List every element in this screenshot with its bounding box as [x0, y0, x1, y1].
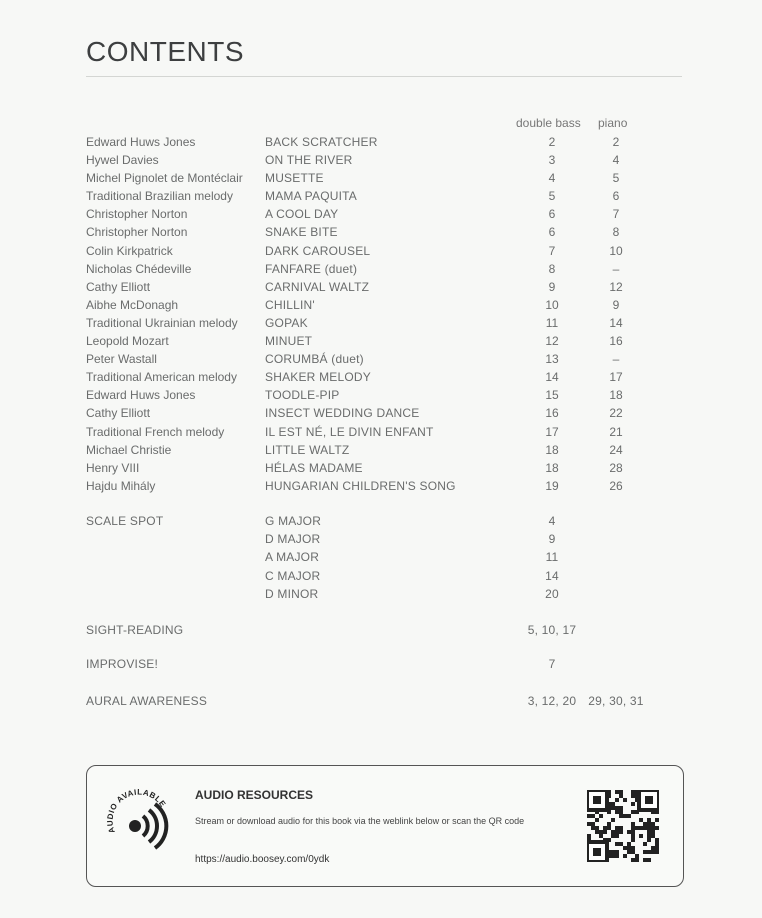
- table-row: [86, 386, 646, 404]
- table-row: [86, 350, 646, 368]
- table-row: [86, 296, 646, 314]
- scale-key: D MAJOR: [265, 532, 321, 547]
- title-cell: DARK CAROUSEL: [265, 243, 371, 258]
- scale-spot-label: SCALE SPOT: [86, 514, 164, 528]
- title-cell: GOPAK: [265, 315, 308, 330]
- scale-key: C MAJOR: [265, 568, 321, 583]
- audio-available-icon: [105, 788, 177, 860]
- piano-page-cell: 16: [609, 334, 623, 349]
- qr-code-icon[interactable]: [587, 790, 659, 862]
- piano-page-cell: 9: [612, 297, 620, 312]
- composer-cell: Michel Pignolet de Montéclair: [86, 171, 243, 186]
- table-row: [86, 332, 646, 350]
- double-bass-page-cell: 18: [545, 442, 559, 457]
- double-bass-page-cell: 15: [545, 388, 559, 403]
- double-bass-page-cell: 13: [545, 352, 559, 367]
- composer-cell: Nicholas Chédeville: [86, 261, 192, 276]
- title-cell: MUSETTE: [265, 171, 324, 186]
- piano-page-cell: 5: [612, 171, 620, 186]
- double-bass-page-cell: 9: [548, 279, 556, 294]
- composer-cell: Peter Wastall: [86, 352, 157, 367]
- double-bass-page-cell: 14: [545, 370, 559, 385]
- title-cell: CARNIVAL WALTZ: [265, 279, 370, 294]
- double-bass-page-cell: 3: [548, 153, 556, 168]
- composer-cell: Cathy Elliott: [86, 279, 151, 294]
- piano-page-cell: 4: [612, 153, 620, 168]
- piano-page-cell: 17: [609, 370, 623, 385]
- title-cell: IL EST NÉ, LE DIVIN ENFANT: [265, 424, 434, 439]
- piano-page-cell: 26: [609, 478, 623, 493]
- aural-awareness-section: [86, 694, 646, 712]
- sight-reading-label: SIGHT-READING: [86, 623, 184, 637]
- title-cell: FANFARE (duet): [265, 261, 358, 276]
- piano-page-cell: 14: [609, 315, 623, 330]
- audio-logo-text: AUDIO AVAILABLE: [105, 788, 168, 835]
- double-bass-page-cell: 7: [548, 243, 556, 258]
- table-row: [86, 169, 646, 187]
- piano-page-cell: 7: [612, 207, 620, 222]
- improvise-label: IMPROVISE!: [86, 657, 159, 671]
- double-bass-page-cell: 6: [548, 225, 556, 240]
- piano-page-cell: 2: [612, 135, 620, 149]
- composer-cell: Traditional Brazilian melody: [86, 189, 233, 204]
- composer-cell: Christopher Norton: [86, 207, 188, 222]
- title-cell: MAMA PAQUITA: [265, 189, 357, 204]
- table-row: [86, 459, 646, 477]
- piano-page-cell: 21: [609, 424, 623, 439]
- composer-cell: Michael Christie: [86, 442, 172, 457]
- composer-cell: Christopher Norton: [86, 225, 188, 240]
- scale-key: A MAJOR: [265, 550, 320, 565]
- table-row: [86, 223, 646, 241]
- piano-page-cell: 22: [609, 406, 623, 421]
- title-cell: HUNGARIAN CHILDREN'S SONG: [265, 478, 456, 493]
- title-cell: INSECT WEDDING DANCE: [265, 406, 420, 421]
- piano-page-cell: 18: [609, 388, 623, 403]
- scale-page: 9: [548, 532, 556, 547]
- double-bass-page-cell: 12: [545, 334, 559, 349]
- table-row: [86, 260, 646, 278]
- scale-key: D MINOR: [265, 586, 319, 601]
- audio-resources-title: AUDIO RESOURCES: [195, 788, 314, 802]
- table-row: [86, 314, 646, 332]
- audio-resources-link[interactable]: https://audio.boosey.com/0ydk: [195, 854, 330, 865]
- piano-page-cell: –: [612, 352, 620, 367]
- double-bass-page-cell: 17: [545, 424, 559, 439]
- aural-awareness-db-pages: 3, 12, 20: [527, 694, 577, 708]
- table-row: [86, 151, 646, 169]
- double-bass-page-cell: 5: [548, 189, 556, 204]
- scale-page: 14: [545, 568, 559, 583]
- scale-spot-section: [86, 514, 646, 606]
- aural-awareness-piano-pages: 29, 30, 31: [588, 694, 644, 708]
- composer-cell: Traditional American melody: [86, 370, 237, 385]
- composer-cell: Leopold Mozart: [86, 334, 169, 349]
- title-cell: CHILLIN': [265, 297, 315, 312]
- piano-page-cell: 28: [609, 460, 623, 475]
- scale-page: 11: [545, 550, 559, 565]
- piano-page-cell: 8: [612, 225, 620, 240]
- table-row: [86, 423, 646, 441]
- composer-cell: Hajdu Mihály: [86, 478, 156, 493]
- composer-cell: Cathy Elliott: [86, 406, 151, 421]
- title-cell: TOODLE-PIP: [265, 388, 340, 403]
- improvise-pages: 7: [548, 657, 556, 671]
- composer-cell: Traditional Ukrainian melody: [86, 315, 238, 330]
- double-bass-page-cell: 4: [548, 171, 556, 186]
- composer-cell: Hywel Davies: [86, 153, 159, 168]
- table-row: [86, 368, 646, 386]
- column-header-double-bass: double bass: [516, 116, 581, 130]
- table-row: [86, 441, 646, 459]
- composer-cell: Edward Huws Jones: [86, 388, 196, 403]
- aural-awareness-label: AURAL AWARENESS: [86, 694, 208, 708]
- piano-page-cell: –: [612, 261, 620, 276]
- title-cell: SNAKE BITE: [265, 225, 338, 240]
- piano-page-cell: 6: [612, 189, 620, 204]
- column-header-piano: piano: [598, 116, 628, 130]
- title-cell: SHAKER MELODY: [265, 370, 371, 385]
- improvise-section: [86, 657, 646, 675]
- composer-cell: Aibhe McDonagh: [86, 297, 179, 312]
- table-row: [86, 404, 646, 422]
- composer-cell: Henry VIII: [86, 460, 140, 475]
- title-cell: A COOL DAY: [265, 207, 339, 222]
- double-bass-page-cell: 16: [545, 406, 559, 421]
- double-bass-page-cell: 19: [545, 478, 559, 493]
- audio-resources-box: [86, 765, 684, 887]
- double-bass-page-cell: 8: [548, 261, 556, 276]
- title-cell: ON THE RIVER: [265, 153, 353, 168]
- sight-reading-pages: 5, 10, 17: [527, 623, 577, 637]
- double-bass-page-cell: 11: [545, 315, 559, 330]
- composer-cell: Edward Huws Jones: [86, 135, 196, 149]
- composer-cell: Colin Kirkpatrick: [86, 243, 173, 258]
- piano-page-cell: 10: [609, 243, 623, 258]
- pieces-list: [86, 133, 646, 495]
- double-bass-page-cell: 6: [548, 207, 556, 222]
- table-row: [86, 242, 646, 260]
- title-cell: BACK SCRATCHER: [265, 135, 378, 149]
- sight-reading-section: [86, 623, 646, 641]
- page-title: CONTENTS: [86, 36, 244, 67]
- scale-key: G MAJOR: [265, 514, 322, 528]
- scale-page: 20: [545, 586, 559, 601]
- title-cell: MINUET: [265, 334, 313, 349]
- double-bass-page-cell: 18: [545, 460, 559, 475]
- title-divider: [86, 76, 682, 77]
- composer-cell: Traditional French melody: [86, 424, 225, 439]
- double-bass-page-cell: 10: [545, 297, 559, 312]
- title-cell: CORUMBÁ (duet): [265, 352, 364, 367]
- table-row: [86, 187, 646, 205]
- audio-resources-description: Stream or download audio for this book via the weblink below or scan the QR code: [195, 816, 525, 826]
- table-row: [86, 205, 646, 223]
- piano-page-cell: 12: [609, 279, 623, 294]
- table-row: [86, 477, 646, 495]
- title-cell: HÉLAS MADAME: [265, 460, 363, 475]
- piano-page-cell: 24: [609, 442, 623, 457]
- table-row: [86, 133, 646, 151]
- table-row: [86, 278, 646, 296]
- title-cell: LITTLE WALTZ: [265, 442, 350, 457]
- double-bass-page-cell: 2: [548, 135, 556, 149]
- scale-page: 4: [548, 514, 556, 528]
